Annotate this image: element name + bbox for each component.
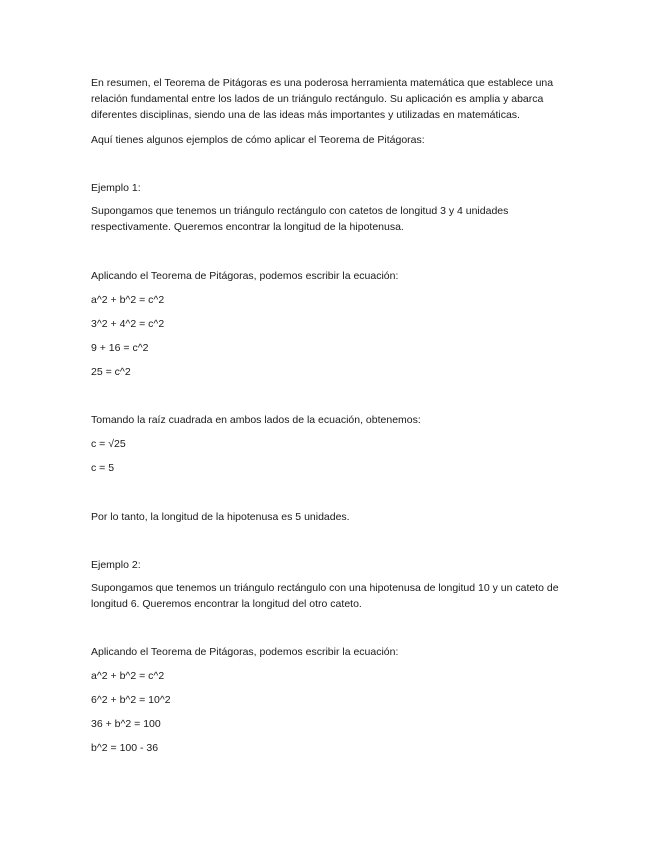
example-1-statement: Supongamos que tenemos un triángulo rectángulo con catetos de longitud 3 y 4 unidades respectivamente. Queremos encontrar la longitud de la hipotenusa. [91, 205, 509, 233]
example-2-equation-4: b^2 = 100 - 36 [91, 742, 159, 754]
example-1-equation-6: c = 5 [91, 462, 115, 474]
example-2-equation-3: 36 + b^2 = 100 [91, 718, 161, 730]
examples-intro: Aquí tienes algunos ejemplos de cómo aplicar el Teorema de Pitágoras: [91, 134, 425, 146]
example-2-equation-1: a^2 + b^2 = c^2 [91, 670, 165, 682]
example-2-apply-text: Aplicando el Teorema de Pitágoras, podemos escribir la ecuación: [91, 646, 399, 658]
example-1-equation-5: c = √25 [91, 438, 126, 450]
example-1-root-text: Tomando la raíz cuadrada en ambos lados de la ecuación, obtenemos: [91, 414, 421, 426]
summary-paragraph: En resumen, el Teorema de Pitágoras es una poderosa herramienta matemática que establece una relación fundamental entre los lados de un triángulo rectángulo. Su aplicación es amplia y abarca diferentes disciplinas, siendo una de las ideas más importantes y utilizadas en matemáticas. [91, 77, 554, 121]
example-1-equation-3: 9 + 16 = c^2 [91, 342, 149, 354]
example-1-equation-1: a^2 + b^2 = c^2 [91, 294, 165, 306]
example-2-statement: Supongamos que tenemos un triángulo rectángulo con una hipotenusa de longitud 10 y un cateto de longitud 6. Queremos encontrar la longitud del otro cateto. [91, 582, 559, 610]
example-1-equation-2: 3^2 + 4^2 = c^2 [91, 318, 165, 330]
example-1-conclusion: Por lo tanto, la longitud de la hipotenusa es 5 unidades. [91, 511, 350, 523]
example-2-equation-2: 6^2 + b^2 = 10^2 [91, 694, 171, 706]
example-2-heading: Ejemplo 2: [91, 559, 141, 571]
example-1-apply-text: Aplicando el Teorema de Pitágoras, podemos escribir la ecuación: [91, 270, 399, 282]
example-1-heading: Ejemplo 1: [91, 182, 141, 194]
example-1-equation-4: 25 = c^2 [91, 366, 131, 378]
